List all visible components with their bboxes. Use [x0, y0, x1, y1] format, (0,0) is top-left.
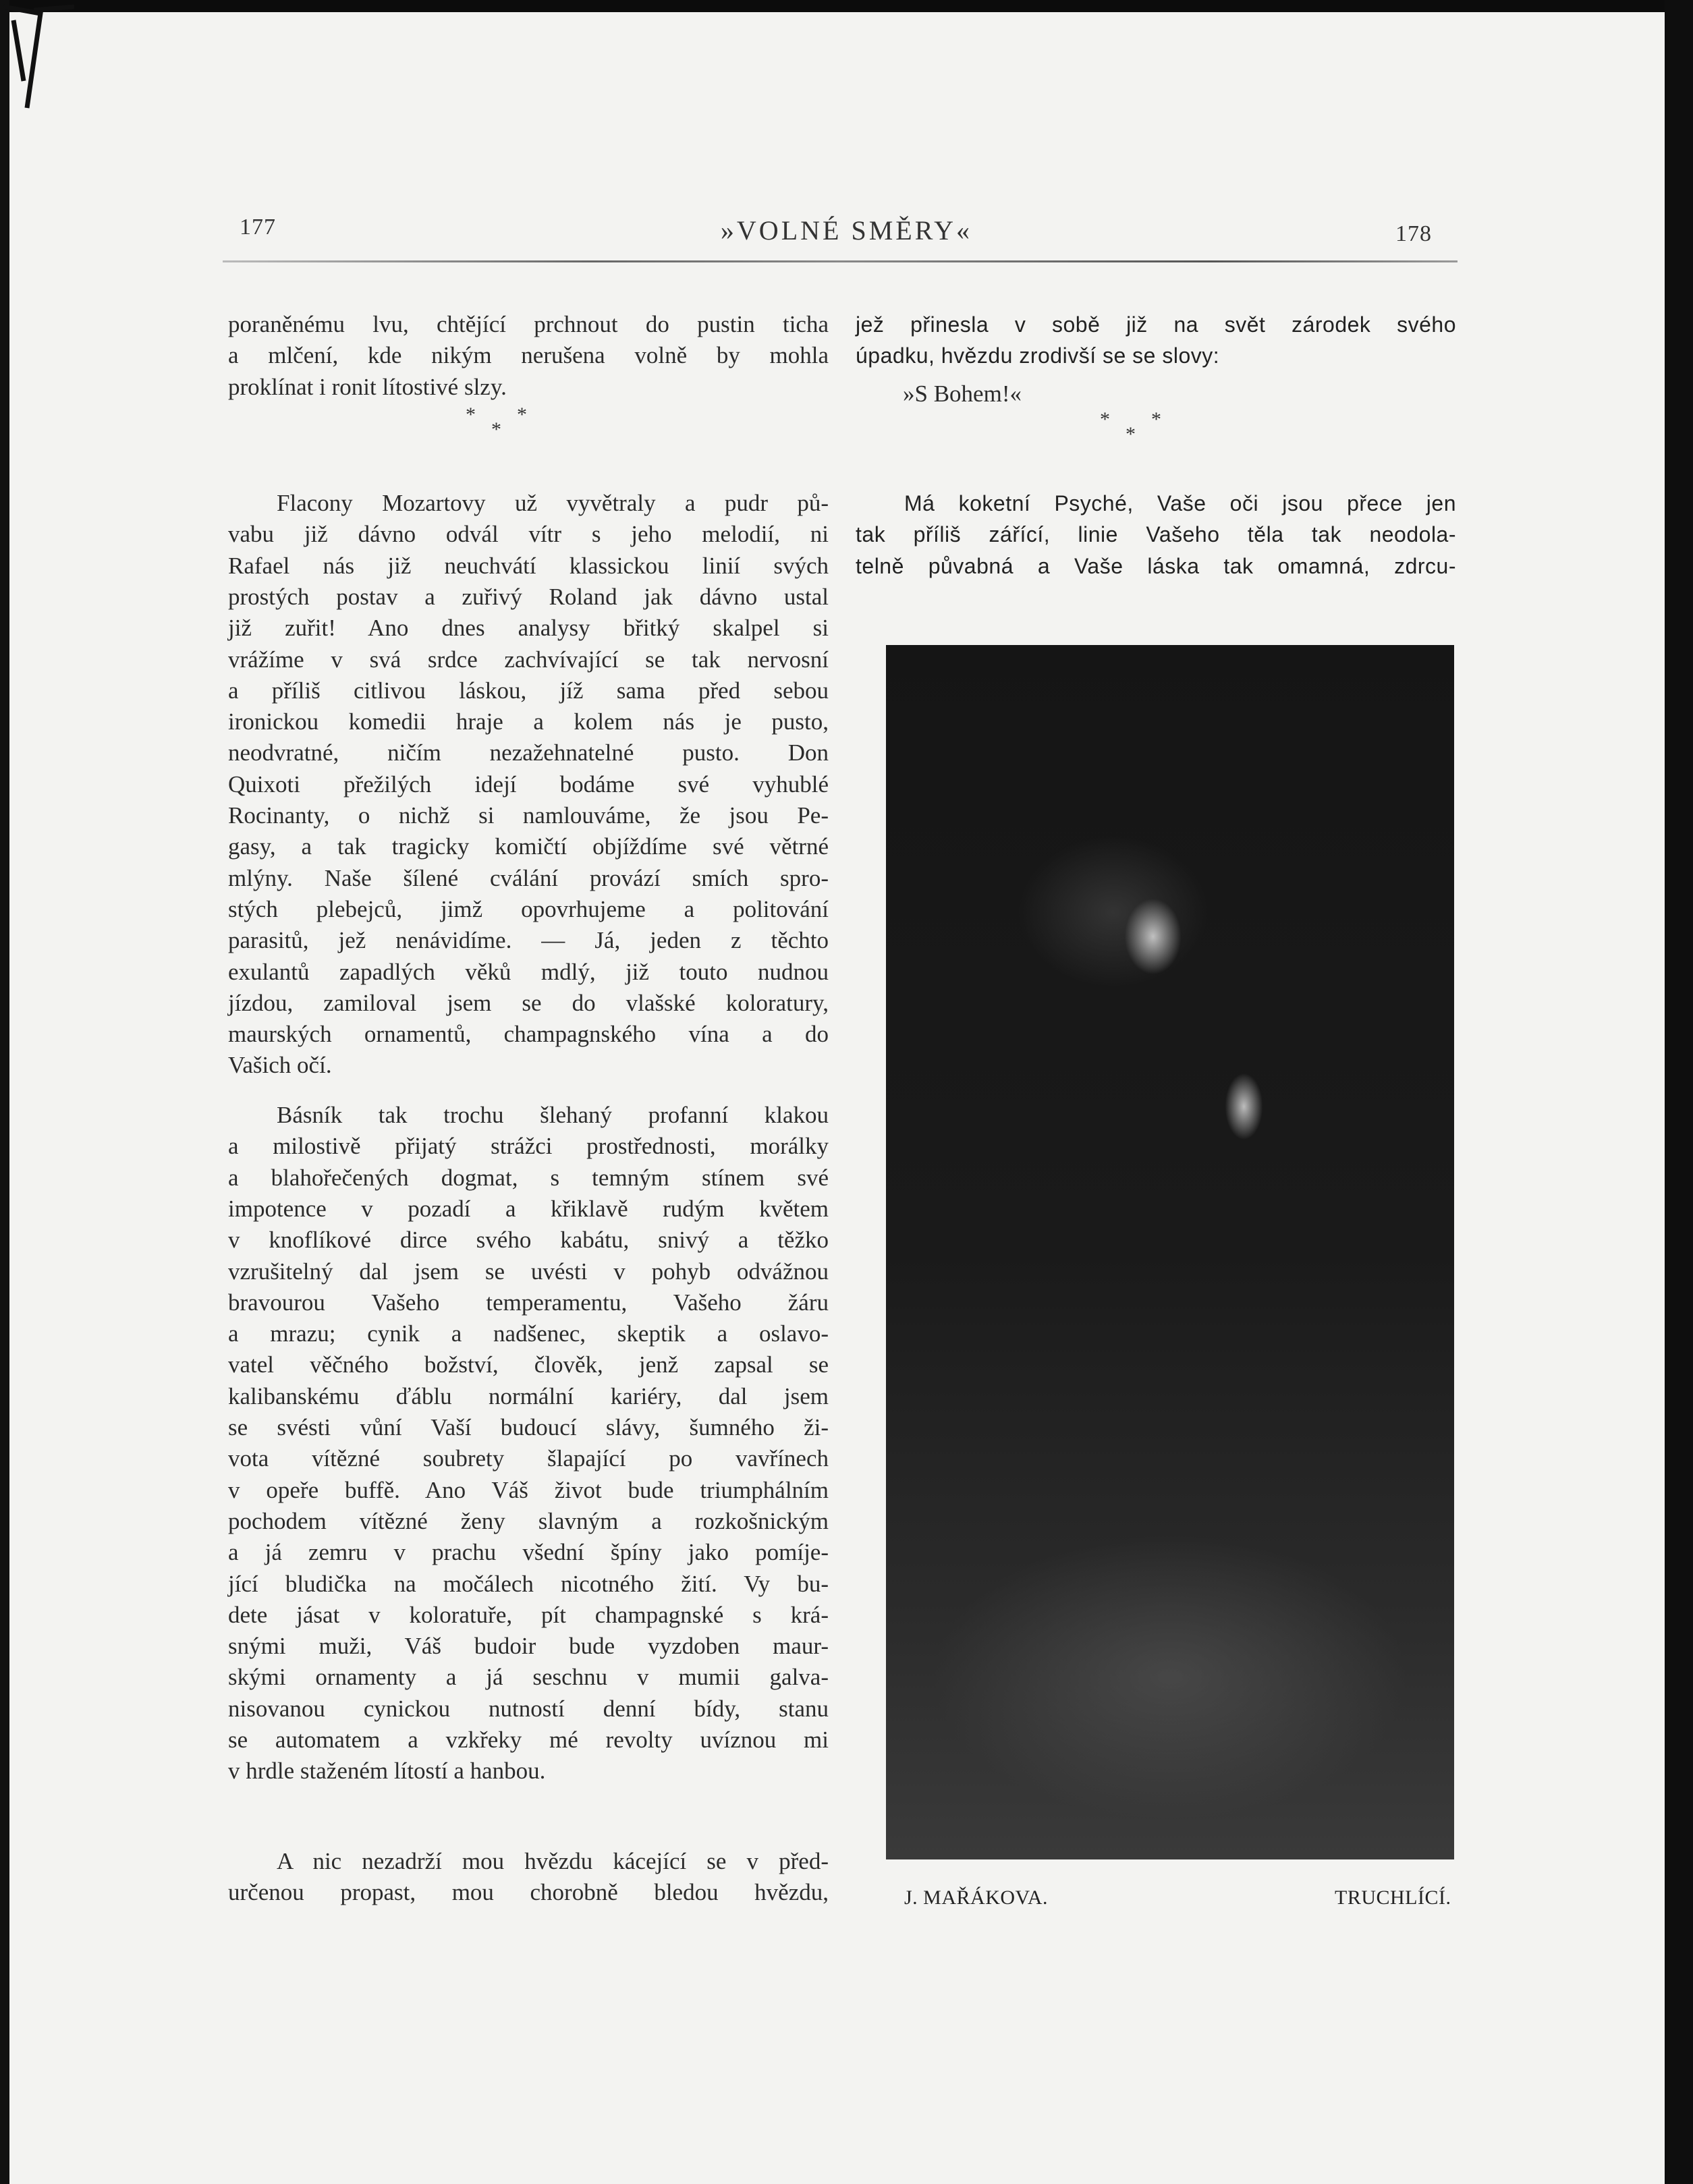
text-line: v knoflíkové dirce svého kabátu, snivý a těžko	[228, 1227, 829, 1254]
text-line: impotence v pozadí a křiklavě rudým květem	[228, 1195, 829, 1222]
header-rule	[223, 260, 1458, 262]
text-line: Flacony Mozartovy už vyvětraly a pudr pů-	[277, 490, 829, 516]
illustration-title: TRUCHLÍCÍ.	[1335, 1886, 1451, 1909]
text-line: Má koketní Psyché, Vaše oči jsou přece jen	[904, 491, 1456, 515]
text-line: poraněnému lvu, chtějící prchnout do pustin ticha	[228, 311, 829, 337]
text-line: ironickou komedii hraje a kolem nás je pusto,	[228, 708, 829, 735]
text-line: telně půvabná a Vaše láska tak omamná, zdrcu-	[856, 553, 1456, 578]
text-line: v opeře buffě. Ano Váš život bude triumphálním	[228, 1476, 829, 1503]
text-line: vrážíme v svá srdce zachvívající se tak nervosní	[228, 646, 829, 673]
text-line: vota vítězné soubrety šlapající po vavřínech	[228, 1445, 829, 1472]
text-line: již zuřit! Ano dnes analysy břitký skalpel si	[228, 615, 829, 642]
illustration-photo	[886, 645, 1454, 1859]
asterisk-icon: *	[466, 403, 476, 426]
asterisk-icon: *	[517, 403, 527, 426]
text-line: stých plebejců, jimž opovrhujeme a politování	[228, 895, 829, 922]
text-line: jící bludička na močálech nicotného žití. Vy bu-	[228, 1570, 829, 1597]
scan-border-top	[0, 0, 1693, 12]
asterisk-icon: *	[1100, 408, 1110, 430]
text-line: se svésti vůní Vaší budoucí slávy, šumného ži-	[228, 1414, 829, 1440]
text-line: kalibanskému ďáblu normální kariéry, dal jsem	[228, 1382, 829, 1409]
farewell-line: »S Bohem!«	[903, 380, 1022, 407]
text-line: a mrazu; cynik a nadšenec, skeptik a oslavo-	[228, 1320, 829, 1347]
text-line: vzrušitelný dal jsem se uvésti v pohyb odvážnou	[228, 1258, 829, 1285]
text-line: vatel věčného božství, člověk, jenž zapsal se	[228, 1351, 829, 1378]
margin-scrawl-mark	[0, 0, 81, 115]
text-line: A nic nezadrží mou hvězdu kácející se v před-	[277, 1848, 829, 1874]
text-line: v hrdle staženém lítostí a hanbou.	[228, 1758, 546, 1785]
text-line: jež přinesla v sobě již na svět zárodek svého	[856, 312, 1456, 337]
text-line: Rafael nás již neuchvátí klassickou linií svých	[228, 552, 829, 579]
text-line: Básník tak trochu šlehaný profanní klakou	[277, 1102, 829, 1128]
text-line: Vašich očí.	[228, 1052, 332, 1079]
text-line: vabu již dávno odvál vítr s jeho melodií, ni	[228, 521, 829, 548]
text-line: Rocinanty, o nichž si namlouváme, že jsou Pe-	[228, 802, 829, 829]
asterisk-icon: *	[1151, 408, 1161, 430]
text-line: a mlčení, kde nikým nerušena volně by mohla	[228, 342, 829, 369]
asterisk-icon: *	[1126, 423, 1136, 445]
text-line: se automatem a vzkřeky mé revolty uvíznou mi	[228, 1727, 829, 1753]
text-line: pochodem vítězné ženy slavným a rozkošnickým	[228, 1507, 829, 1534]
text-line: jízdou, zamiloval jsem se do vlašské koloratury,	[228, 989, 829, 1016]
text-line: proklínat i ronit lítostivé slzy.	[228, 373, 507, 400]
text-line: Quixoti přežilých idejí bodáme své vyhublé	[228, 771, 829, 797]
text-line: exulantů zapadlých věků mdlý, již touto nudnou	[228, 958, 829, 985]
page-number-left: 177	[240, 215, 276, 240]
text-line: a příliš citlivou láskou, jíž sama před sebou	[228, 677, 829, 704]
illustration-artist: J. MAŘÁKOVA.	[904, 1886, 1048, 1909]
text-line: určenou propast, mou chorobně bledou hvězdu,	[228, 1879, 829, 1906]
text-line: maurských ornamentů, champagnského vína a do	[228, 1021, 829, 1048]
running-title: »VOLNÉ SMĚRY«	[720, 215, 973, 246]
text-line: a milostivě přijatý strážci prostřednosti, morálky	[228, 1133, 829, 1160]
page-number-right: 178	[1395, 221, 1432, 246]
text-line: snými muži, Váš budoir bude vyzdoben maur-	[228, 1633, 829, 1660]
scan-border-left	[0, 0, 9, 2184]
text-line: parasitů, jež nenávidíme. — Já, jeden z těchto	[228, 927, 829, 954]
text-line: a blahořečených dogmat, s temným stínem své	[228, 1164, 829, 1191]
text-line: úpadku, hvězdu zrodivší se se slovy:	[856, 343, 1220, 368]
text-line: tak příliš zářící, linie Vašeho těla tak neodola-	[856, 522, 1456, 547]
text-line: neodvratné, ničím nezažehnatelné pusto. Don	[228, 739, 829, 766]
scan-border-right	[1665, 0, 1693, 2184]
asterisk-icon: *	[491, 418, 501, 441]
text-line: dete jásat v koloratuře, pít champagnské s krá-	[228, 1601, 829, 1628]
text-line: nisovanou cynickou nutností denní bídy, stanu	[228, 1695, 829, 1722]
text-line: prostých postav a zuřivý Roland jak dávno ustal	[228, 583, 829, 610]
text-line: bravourou Vašeho temperamentu, Vašeho žáru	[228, 1289, 829, 1316]
text-line: mlýny. Naše šílené cválání provází smích spro-	[228, 864, 829, 891]
text-line: a já zemru v prachu všední špíny jako pomíje-	[228, 1539, 829, 1566]
text-line: gasy, a tak tragicky komičtí objíždíme své větrné	[228, 833, 829, 860]
text-line: skými ornamenty a já seschnu v mumii galva-	[228, 1664, 829, 1691]
